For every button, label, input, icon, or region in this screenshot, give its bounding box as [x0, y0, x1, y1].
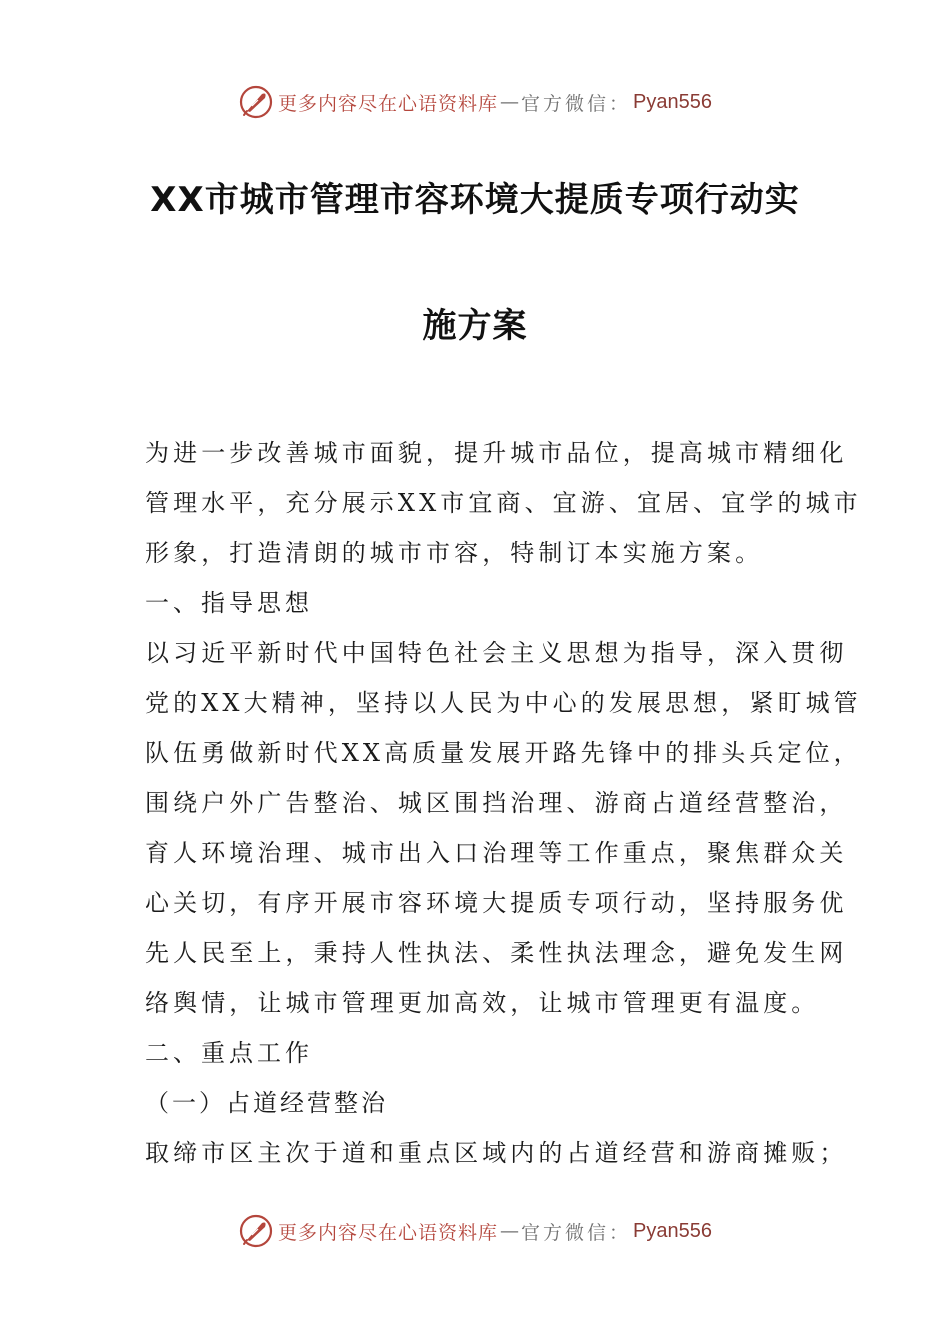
- body-line: 队伍勇做新时代XX高质量发展开路先锋中的排头兵定位，: [145, 739, 862, 767]
- section-heading: 一、指导思想: [145, 589, 313, 617]
- watermark-dash: —: [500, 1220, 520, 1242]
- body-line: 形象，打造清朗的城市市容，特制订本实施方案。: [145, 539, 764, 567]
- quill-pen-circle-icon: [238, 84, 274, 120]
- body-line: 取缔市区主次于道和重点区域内的占道经营和游商摊贩；: [145, 1139, 848, 1167]
- watermark-wechat-label: 官方微信：: [521, 1221, 632, 1244]
- watermark-wechat-id: Pyan556: [633, 90, 712, 113]
- body-line: 络舆情，让城市管理更加高效，让城市管理更有温度。: [145, 989, 820, 1017]
- document-body: [145, 428, 862, 1178]
- body-line: 心关切，有序开展市容环境大提质专项行动，坚持服务优: [145, 889, 848, 917]
- quill-pen-circle-icon: [238, 1213, 274, 1249]
- footer-watermark: [0, 1211, 950, 1251]
- body-line: 管理水平，充分展示XX市宜商、宜游、宜居、宜学的城市: [145, 489, 862, 517]
- watermark-site-text: 更多内容尽在心语资料库: [278, 1221, 499, 1244]
- watermark-dash: —: [500, 91, 520, 113]
- document-title-line-1: XX市城市管理市容环境大提质专项行动实: [150, 180, 800, 220]
- body-line: 为进一步改善城市面貌，提升城市品位，提高城市精细化: [145, 439, 848, 467]
- header-watermark: [0, 82, 950, 122]
- watermark-site-text: 更多内容尽在心语资料库: [278, 92, 499, 115]
- watermark-wechat-label: 官方微信：: [521, 92, 632, 115]
- body-line: 围绕户外广告整治、城区围挡治理、游商占道经营整治，: [145, 789, 848, 817]
- section-heading: 二、重点工作: [145, 1039, 313, 1067]
- document-title-line-2: 施方案: [422, 306, 528, 346]
- body-line: 育人环境治理、城市出入口治理等工作重点，聚焦群众关: [145, 839, 848, 867]
- body-line: 先人民至上，秉持人性执法、柔性执法理念，避免发生网: [145, 939, 848, 967]
- body-line: 以习近平新时代中国特色社会主义思想为指导，深入贯彻: [145, 639, 848, 667]
- body-line: 党的XX大精神，坚持以人民为中心的发展思想，紧盯城管: [145, 689, 862, 717]
- watermark-wechat-id: Pyan556: [633, 1219, 712, 1242]
- subsection-heading: （一）占道经营整治: [145, 1089, 388, 1117]
